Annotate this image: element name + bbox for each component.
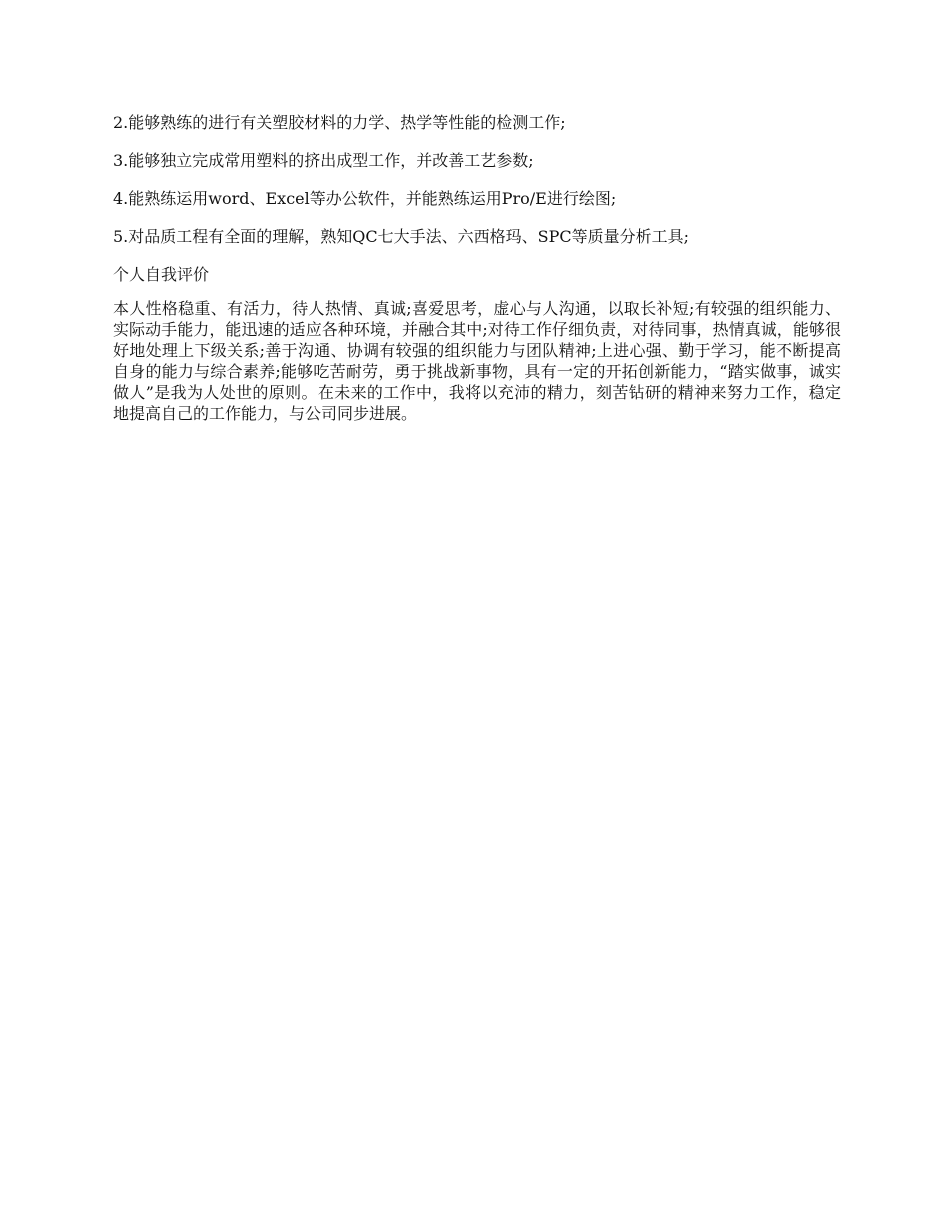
self-evaluation-heading: 个人自我评价 (113, 265, 210, 284)
self-evaluation-body: 本人性格稳重、有活力，待人热情、真诚;喜爱思考，虚心与人沟通，以取长补短;有较强的组织能力、实际动手能力，能迅速的适应各种环境，并融合其中;对待工作仔细负责，对待同事，热情真诚，能够很好地处理上下级关系;善于沟通、协调有较强的组织能力与团队精神;上进心强、勤于学习，能不断提高自身的能力与综合素养;能够吃苦耐劳，勇于挑战新事物，具有一定的开拓创新能力，“踏实做事，诚实做人”是我为人处世的原则。在未来的工作中，我将以充沛的精力，刻苦钻研的精神来努力工作，稳定地提高自己的工作能力，与公司同步进展。 (113, 299, 841, 423)
skill-item-3: 3.能够独立完成常用塑料的挤出成型工作，并改善工艺参数; (113, 151, 534, 170)
skill-item-2: 2.能够熟练的进行有关塑胶材料的力学、热学等性能的检测工作; (113, 113, 566, 132)
document-page (113, 112, 841, 424)
skill-item-4: 4.能熟练运用word、Excel等办公软件，并能熟练运用Pro/E进行绘图; (113, 189, 617, 208)
skill-item-5: 5.对品质工程有全面的理解，熟知QC七大手法、六西格玛、SPC等质量分析工具; (113, 227, 689, 246)
